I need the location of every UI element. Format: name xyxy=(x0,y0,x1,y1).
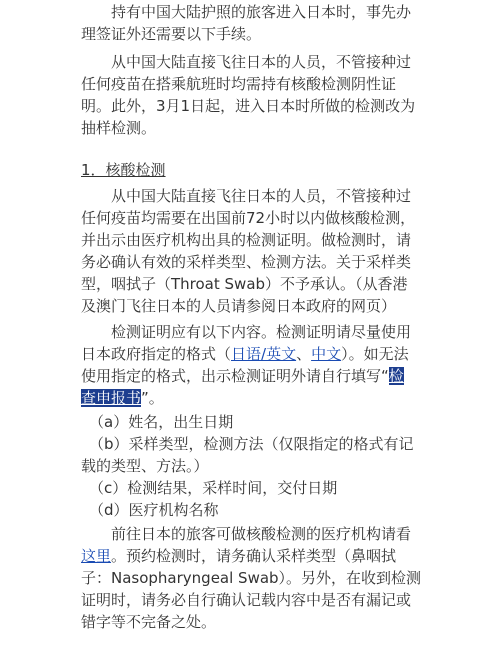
list-item-b-line-2: 载的类型、方法。） xyxy=(81,457,209,475)
direct-flight-line-2: 任何疫苗在搭乘航班时均需持有核酸检测阴性证 xyxy=(81,75,397,93)
clinic-line-2 xyxy=(81,546,500,566)
pcr-line-6: 及澳门飞往日本的人员请参阅日本政府的网页） xyxy=(81,297,397,315)
clinic-line-4: 证明时，请务必自行确认记载内容中是否有漏记或 xyxy=(81,591,412,609)
inspection-declaration-link-part-1[interactable]: 检 xyxy=(388,367,404,385)
direct-flight-line-4: 抽样检测。 xyxy=(81,119,157,137)
pcr-line-4: 务必确认有效的采样类型、检测方法。关于采样类 xyxy=(81,253,412,271)
section-title-pcr-test: 1．核酸检测 xyxy=(81,161,166,179)
clinic-line-3: 子：Nasopharyngeal Swab）。另外，在收到检测 xyxy=(81,569,422,587)
japanese-english-format-link[interactable]: 日语/英文 xyxy=(231,345,297,363)
intro-line-1: 持有中国大陆护照的旅客进入日本时，事先办 xyxy=(111,3,412,21)
pcr-line-1: 从中国大陆直接飞往日本的人员，不管接种过 xyxy=(111,187,412,205)
list-item-c: （c）检测结果，采样时间，交付日期 xyxy=(89,479,338,497)
certificate-line-3: 使用指定的格式，出示检测证明外请自行填写“检 xyxy=(81,367,404,385)
pcr-line-2: 任何疫苗均需要在出国前72小时以内做核酸检测， xyxy=(81,209,416,227)
direct-flight-line-1: 从中国大陆直接飞往日本的人员，不管接种过 xyxy=(111,53,412,71)
inspection-declaration-link-part-2[interactable]: 查申报书 xyxy=(81,389,142,407)
list-item-d: （d）医疗机构名称 xyxy=(89,501,219,519)
clinic-line-1: 前往日本的旅客可做核酸检测的医疗机构请看 xyxy=(111,525,412,543)
pcr-line-5: 型，咽拭子（Throat Swab）不予承认。（从香港 xyxy=(81,275,408,293)
certificate-line-2: 日本政府指定的格式（日语/英文、中文）。如无法 xyxy=(81,345,409,363)
clinic-line-2-text: 。预约检测时，请务确认采样类型（鼻咽拭 xyxy=(111,547,397,565)
clinic-line-5: 错字等不完备之处。 xyxy=(81,613,217,631)
certificate-line-1: 检测证明应有以下内容。检测证明请尽量使用 xyxy=(111,323,412,341)
list-item-a: （a）姓名，出生日期 xyxy=(89,413,234,431)
certificate-line-4: 查申报书”。 xyxy=(81,389,164,407)
pcr-line-3: 并出示由医疗机构出具的检测证明。做检测时，请 xyxy=(81,231,412,249)
list-item-b-line-1: （b）采样类型，检测方法（仅限指定的格式有记 xyxy=(89,435,414,453)
direct-flight-line-3: 明。此外，3月1日起，进入日本时所做的检测改为 xyxy=(81,97,416,115)
clinic-list-link[interactable]: 这里 xyxy=(81,547,112,565)
intro-line-2: 理签证外还需要以下手续。 xyxy=(81,25,262,43)
chinese-format-link[interactable]: 中文 xyxy=(311,345,342,363)
